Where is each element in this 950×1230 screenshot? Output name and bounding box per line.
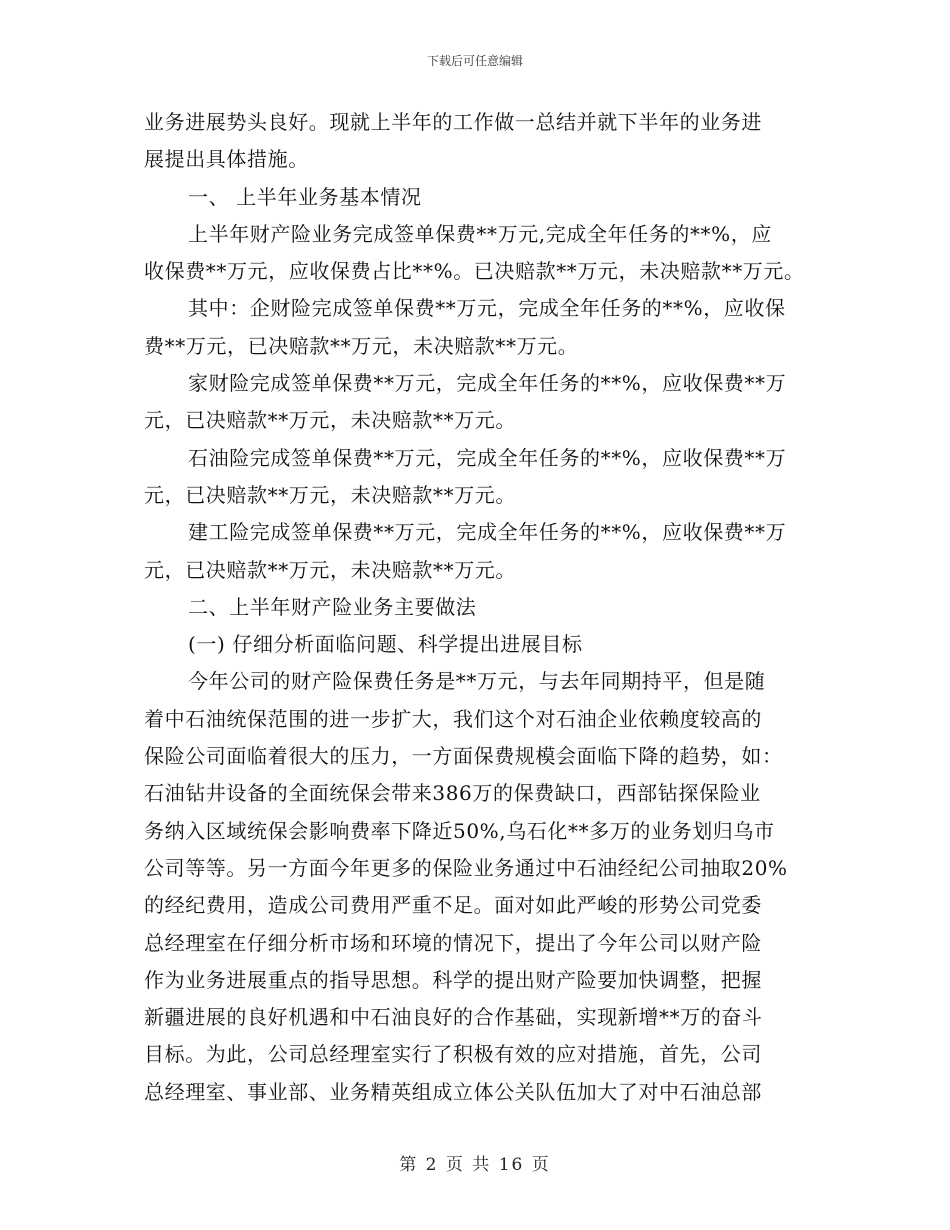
text-line: 业务进展势头良好。现就上半年的工作做一总结并就下半年的业务进	[144, 110, 762, 134]
text-line: 其中：企财险完成签单保费**万元，完成全年任务的**%，应收保	[188, 296, 786, 321]
text-line: 元，已决赔款**万元，未决赔款**万元。	[144, 482, 516, 507]
text-line: 的经纪费用，造成公司费用严重不足。面对如此严峻的形势公司党委	[144, 893, 762, 918]
text-line: 目标。为此，公司总经理室实行了积极有效的应对措施，首先，公司	[144, 1042, 762, 1067]
section-heading: 二、上半年财产险业务主要做法	[188, 594, 477, 619]
page-header: 下载后可任意编辑	[426, 54, 523, 68]
document-body	[144, 104, 814, 1111]
text-line: 总经理室在仔细分析市场和环境的情况下，提出了今年公司以财产险	[144, 930, 762, 955]
text-line: 公司等等。另一方面今年更多的保险业务通过中石油经纪公司抽取20%	[144, 855, 788, 880]
text-line: 保险公司面临着很大的压力，一方面保费规模会面临下降的趋势，如：	[144, 744, 783, 769]
text-line: 元，已决赔款**万元，未决赔款**万元。	[144, 408, 516, 433]
subsection-heading: (一) 仔细分析面临问题、科学提出进展目标	[188, 632, 583, 657]
text-line: 总经理室、事业部、业务精英组成立体公关队伍加大了对中石油总部	[144, 1079, 762, 1104]
text-line: 上半年财产险业务完成签单保费**万元,完成全年任务的**%，应	[188, 221, 772, 246]
section-heading: 一、 上半年业务基本情况	[188, 184, 422, 209]
text-line: 作为业务进展重点的指导思想。科学的提出财产险要加快调整，把握	[144, 967, 762, 992]
text-line: 家财险完成签单保费**万元，完成全年任务的**%，应收保费**万	[188, 371, 787, 396]
text-line: 务纳入区域统保会影响费率下降近50%,乌石化**多万的业务划归乌市	[144, 818, 775, 843]
text-line: 石油钻井设备的全面统保会带来386万的保费缺口，西部钻探保险业	[144, 781, 761, 806]
text-line: 展提出具体措施。	[144, 147, 309, 172]
text-line: 今年公司的财产险保费任务是**万元，与去年同期持平，但是随	[188, 669, 766, 694]
text-line: 建工险完成签单保费**万元，完成全年任务的**%，应收保费**万	[188, 520, 787, 545]
text-line: 收保费**万元，应收保费占比**%。已决赔款**万元，未决赔款**万元。	[144, 259, 805, 284]
text-line: 石油险完成签单保费**万元，完成全年任务的**%，应收保费**万	[188, 445, 787, 470]
text-line: 费**万元，已决赔款**万元，未决赔款**万元。	[144, 333, 579, 358]
text-line: 着中石油统保范围的进一步扩大，我们这个对石油企业依赖度较高的	[144, 706, 762, 731]
text-line: 元，已决赔款**万元，未决赔款**万元。	[144, 557, 516, 582]
text-line: 新疆进展的良好机遇和中石油良好的合作基础，实现新增**万的奋斗	[144, 1005, 763, 1030]
page-footer: 第 2 页 共 16 页	[399, 1155, 551, 1175]
